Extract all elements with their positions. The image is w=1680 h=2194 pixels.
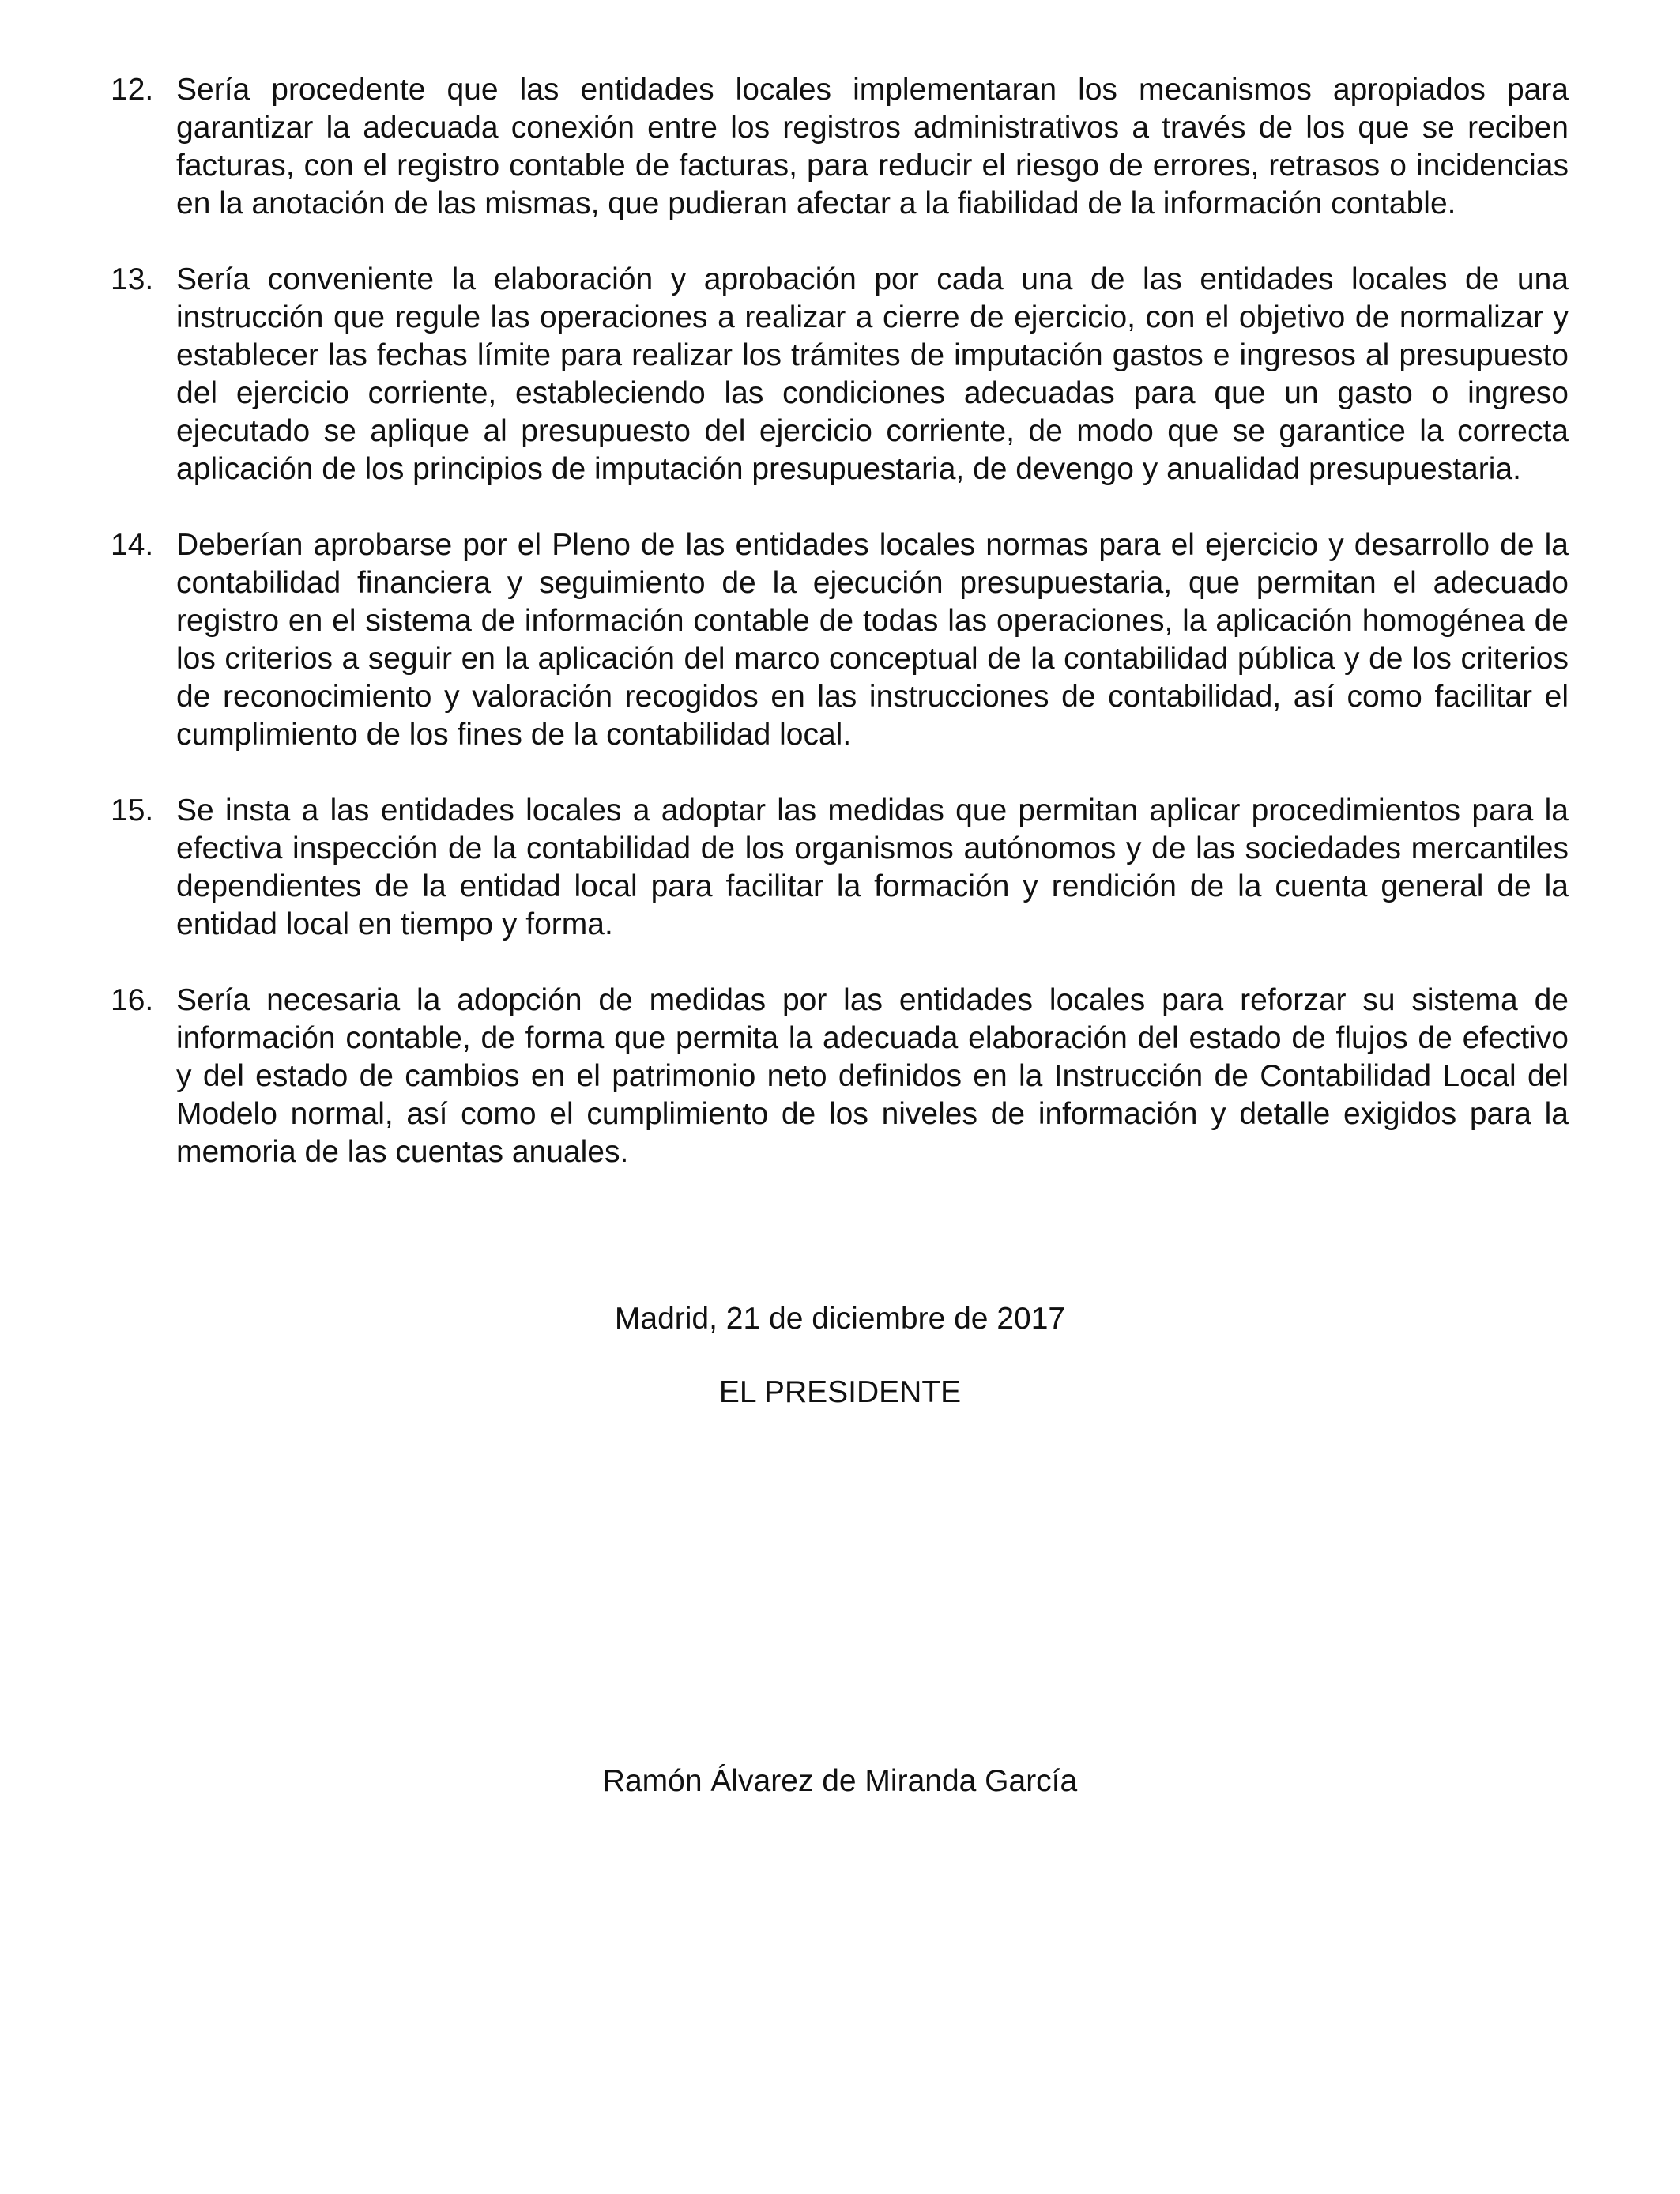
recommendation-number: 16. (111, 983, 154, 1017)
recommendation-number: 12. (111, 73, 154, 107)
recommendation-15 (111, 792, 1569, 944)
recommendations-list (111, 71, 1569, 1209)
recommendation-text: Sería conveniente la elaboración y aprobación por cada una de las entidades locales de una instrucción que regule las operaciones a realizar a cierre de ejercicio, con el objetivo de normalizar y establecer las fechas límite para realizar los trámites de imputación gastos e ingresos al presupuesto del ejercicio corriente, estableciendo las condiciones adecuadas para que un gasto o ingreso ejecutado se aplique al presupuesto del ejercicio corriente, de modo que se garantice la correcta aplicación de los principios de imputación presupuestaria, de devengo y anualidad presupuestaria. (176, 262, 1569, 486)
recommendation-number: 13. (111, 262, 154, 296)
recommendation-text: Sería procedente que las entidades locales implementaran los mecanismos apropiados para garantizar la adecuada conexión entre los registros administrativos a través de los que se reciben facturas, con el registro contable de facturas, para reducir el riesgo de errores, retrasos o incidencias en la anotación de las mismas, que pudieran afectar a la fiabilidad de la información contable. (176, 73, 1569, 221)
place-date: Madrid, 21 de diciembre de 2017 (614, 1302, 1066, 1336)
signer-title: EL PRESIDENTE (718, 1375, 962, 1409)
recommendation-13 (111, 261, 1569, 488)
recommendation-text: Se insta a las entidades locales a adoptar las medidas que permitan aplicar procedimientos para la efectiva inspección de la contabilidad de los organismos autónomos y de las sociedades mercantiles dependientes de la entidad local para facilitar la formación y rendición de la cuenta general de la entidad local en tiempo y forma. (176, 794, 1569, 941)
recommendation-16 (111, 982, 1569, 1171)
recommendation-number: 15. (111, 794, 154, 827)
recommendation-text: Deberían aprobarse por el Pleno de las entidades locales normas para el ejercicio y desarrollo de la contabilidad financiera y seguimiento de la ejecución presupuestaria, que permitan el adecuado registro en el sistema de información contable de todas las operaciones, la aplicación homogénea de los criterios a seguir en la aplicación del marco conceptual de la contabilidad pública y de los criterios de reconocimiento y valoración recogidos en las instrucciones de contabilidad, así como facilitar el cumplimiento de los fines de la contabilidad local. (176, 528, 1569, 752)
recommendation-number: 14. (111, 528, 154, 562)
recommendation-text: Sería necesaria la adopción de medidas por las entidades locales para reforzar su sistema de información contable, de forma que permita la adecuada elaboración del estado de flujos de efectivo y del estado de cambios en el patrimonio neto definidos en la Instrucción de Contabilidad Local del Modelo normal, así como el cumplimiento de los niveles de información y detalle exigidos para la memoria de las cuentas anuales. (176, 983, 1569, 1169)
recommendation-12 (111, 71, 1569, 223)
signer-name: Ramón Álvarez de Miranda García (602, 1764, 1078, 1798)
recommendation-14 (111, 526, 1569, 754)
